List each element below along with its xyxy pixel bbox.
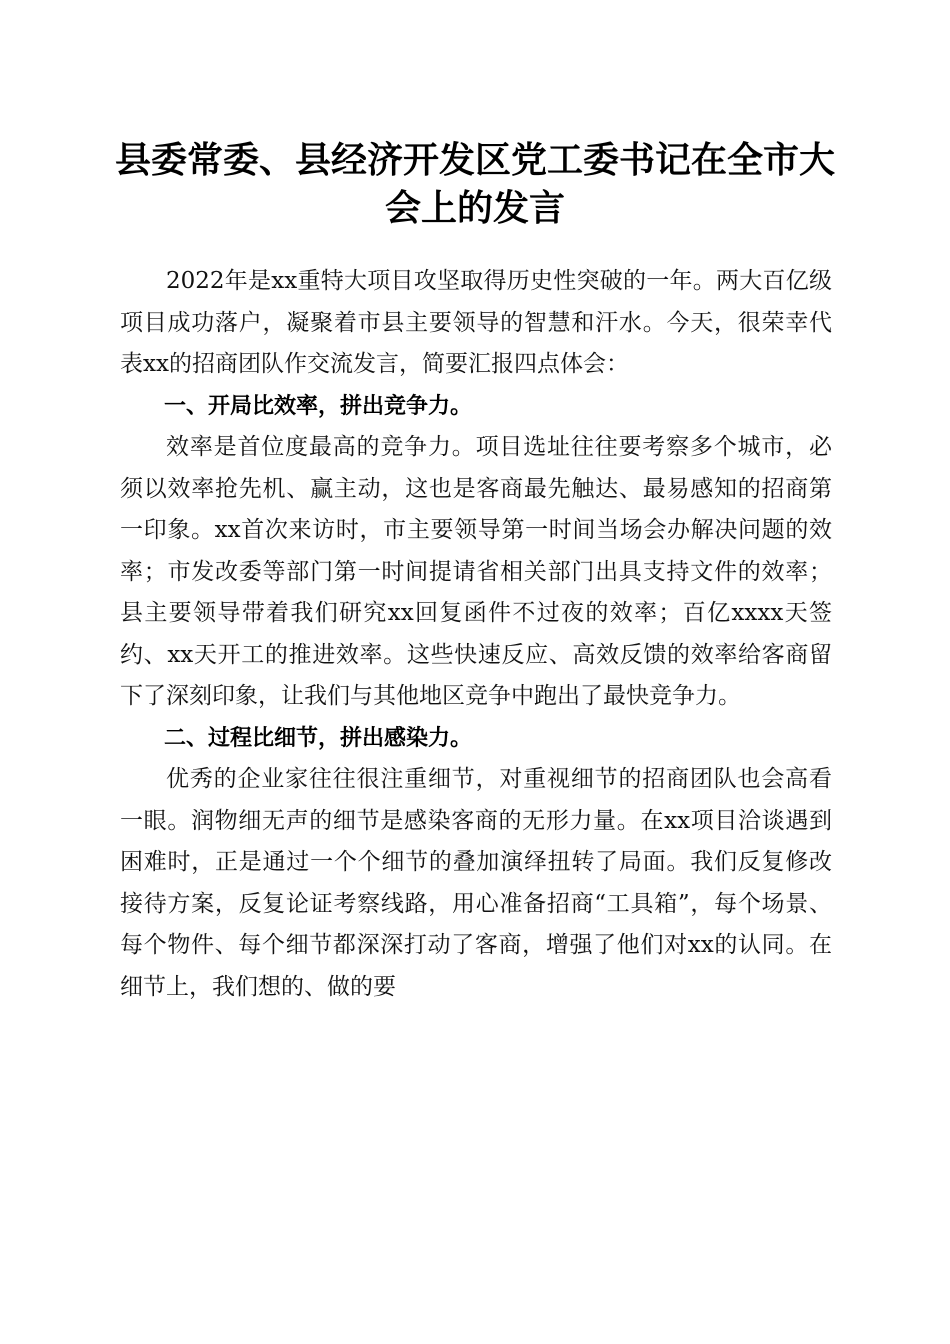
title-line-2: 会上的发言 xyxy=(384,187,565,229)
document-body xyxy=(120,261,832,1008)
title-line-1: 县委常委、县经济开发区党工委书记在全市大 xyxy=(114,139,835,181)
section-1-paragraph: 效率是首位度最高的竞争力。项目选址往往要考察多个城市，必须以效率抢先机、赢主动，这也是客商最先触达、最易感知的招商第一印象。xx首次来访时，市主要领导第一时间当场会办解决问题的效率；市发改委等部门第一时间提请省相关部门出具支持文件的效率；县主要领导带着我们研究xx回复函件不过夜的效率；百亿xxxx天签约、xx天开工的推进效率。这些快速反应、高效反馈的效率给客商留下了深刻印象，让我们与其他地区竞争中跑出了最快竞争力。 xyxy=(120,434,832,709)
section-2-paragraph: 优秀的企业家往往很注重细节，对重视细节的招商团队也会高看一眼。润物细无声的细节是感染客商的无形力量。在xx项目洽谈遇到困难时，正是通过一个个细节的叠加演绎扭转了局面。我们反复修改接待方案，反复论证考察线路，用心准备招商“工具箱”，每个场景、每个物件、每个细节都深深打动了客商，增强了他们对xx的认同。在细节上，我们想的、做的要 xyxy=(120,766,832,1000)
section-heading-1: 一、开局比效率，拼出竞争力。 xyxy=(164,393,473,419)
section-heading-2: 二、过程比细节，拼出感染力。 xyxy=(164,725,473,751)
intro-paragraph: 2022年是xx重特大项目攻坚取得历史性突破的一年。两大百亿级项目成功落户，凝聚着市县主要领导的智慧和汗水。今天，很荣幸代表xx的招商团队作交流发言，简要汇报四点体会： xyxy=(120,268,832,377)
document-title xyxy=(100,136,850,232)
